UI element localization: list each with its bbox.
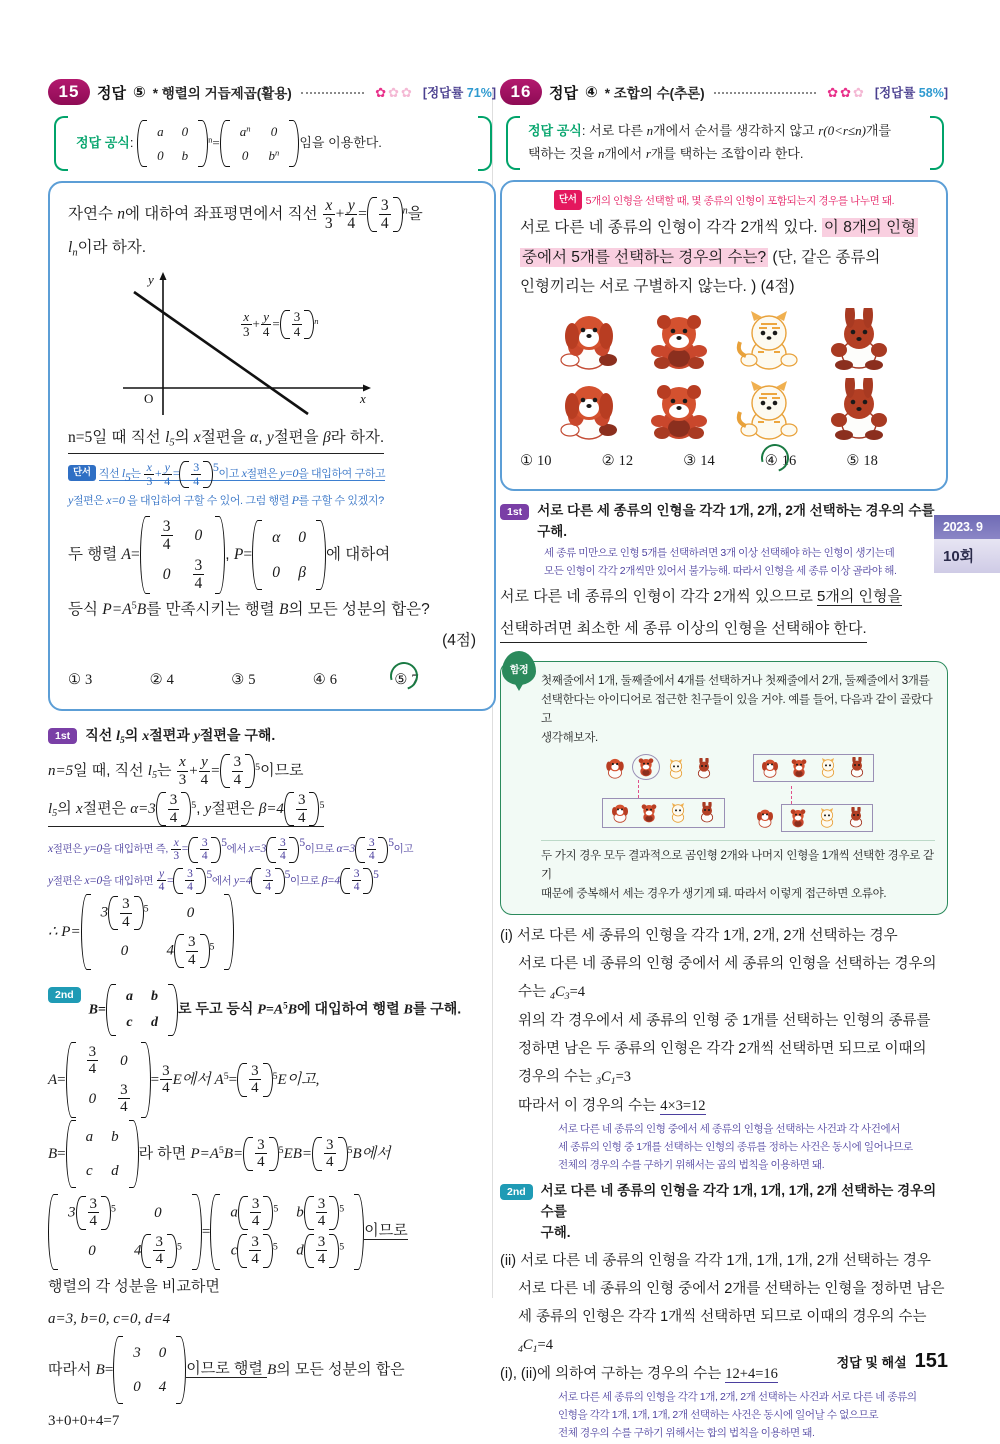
svg-text:x: x <box>360 390 366 406</box>
hint-line-1: 직선 l5는 $\frac{x}{3}$ + $\frac{y}{4}$ = $\frac{3}{4}$ 5이고 x절편은 y=0을 대입하여 구하고 <box>98 459 386 488</box>
flower-icon-empty: ✿ <box>853 84 864 100</box>
page-number: 151 <box>914 1350 948 1372</box>
trap-line-3: 생각해보자. <box>541 732 598 745</box>
trap-line-2: 선택한다는 아이디어로 접근한 친구들이 있을 거야. 예를 들어, 다음과 같이 골랐다고 <box>541 694 933 726</box>
solution-16-case1 <box>500 923 948 1119</box>
solution-15-part2 <box>48 1042 496 1436</box>
step-1-row-15 <box>48 725 496 749</box>
correct-rate: [정답률 58%] <box>874 86 948 100</box>
step-2-text: B= a b c d 로 두고 등식 $P=A^5B$에 대입하여 행렬 B를 구해. <box>89 984 462 1035</box>
sol2-line-4: 행렬의 각 성분을 비교하면 <box>48 1277 220 1295</box>
formula-key-label: 정답 공식 <box>76 134 130 150</box>
solution-16-part1 <box>500 583 948 646</box>
dog-toy-icon <box>602 756 628 780</box>
sol2-line-7: 3+0+0+4=7 <box>48 1412 120 1429</box>
cat-toy-icon <box>734 308 804 374</box>
option-1[interactable]: ① 3 <box>68 671 93 688</box>
note-line-2: y절편은 x=0을 대입하면 $\frac{y}{4}$ = $\frac{3}{4}$ 5에서 y=4 $\frac{3}{4}$ 5이므로 β=4 $\frac{3}{4}$ 5 <box>48 867 379 894</box>
toy-illustration <box>520 308 928 444</box>
note-line-1: 서로 다른 네 종류의 인형 중에서 세 종류의 인형을 선택하는 사건과 각 사건에서 <box>558 1123 900 1136</box>
highlight-1: 이 8개의 인형 <box>823 219 917 237</box>
bear-toy-icon <box>644 378 714 444</box>
option-3[interactable]: ③ 5 <box>231 671 256 688</box>
formula-matrix-left: a 0 0 b <box>137 120 208 167</box>
rabbit-toy-icon <box>695 802 719 824</box>
option-5[interactable]: ⑤ 7 <box>394 666 476 695</box>
problem-number-badge: 16 <box>500 79 542 105</box>
problem-number-badge: 15 <box>48 79 90 105</box>
sol2-line-2: B= a b c d 라 하면 $P=A^5B=$ $\frac{3}{4}$ $^5$EB= $\frac{3}{4}$ $^5$B에서 <box>48 1120 496 1188</box>
case2-head: (ii) 서로 다른 네 종류의 인형을 각각 1개, 1개, 1개, 2개 선택하는 경우 <box>500 1252 931 1269</box>
flower-icon-filled: ✿ <box>840 84 852 100</box>
answer-label: 정답 <box>549 84 578 102</box>
formula-tail: 임을 이용한다. <box>299 134 382 150</box>
bear-toy-icon <box>637 802 661 824</box>
selection-box <box>602 798 725 828</box>
note-line-2: 세 종류의 인형 중 1개를 선택하는 인형의 종류를 정하는 사건은 동시에 일어나므로 <box>558 1141 913 1154</box>
cat-toy-icon <box>816 757 840 779</box>
cat-toy-icon <box>815 807 839 829</box>
sol2-line-5: a=3, b=0, c=0, d=4 <box>48 1310 171 1327</box>
dog-toy-icon <box>753 807 777 829</box>
case1-line-6: 경우의 수는 $_3C_1=3$ <box>518 1069 632 1088</box>
note-line-3: 전체의 경우의 수를 구하기 위해서는 곱의 법칙을 이용하면 돼. <box>558 1158 825 1171</box>
case2-line-4: $_4C_1=4$ <box>518 1336 553 1356</box>
trap-line-1: 첫째줄에서 1개, 둘째줄에서 4개를 선택하거나 첫째줄에서 2개, 둘째줄에서 3개를 <box>541 675 930 688</box>
toy-row-1 <box>520 308 928 374</box>
option-5[interactable]: ⑤ 18 <box>846 452 878 469</box>
sol2-line-1: A= $\frac{3}{4}$ 0 0 $\frac{3}{4}$ = $\frac{3}{4}$ E에서 $A^5=$ $\frac{3}{4}$ $^5$E이고, <box>48 1042 496 1118</box>
sol16-line-2: 선택하려면 최소한 세 종류 이상의 인형을 선택해야 한다. <box>500 615 867 644</box>
formula-key-label: 정답 공식 <box>528 123 582 138</box>
answer-label: 정답 <box>97 84 126 102</box>
bear-toy-icon <box>634 756 658 778</box>
cat-toy-icon <box>734 378 804 444</box>
formula-box-16: 정답 공식: 서로 다른 n개에서 순서를 생각하지 않고 r(0<r≤n)개를 택하는 것을 n개에서 r개를 택하는 조합이라 한다. <box>502 114 948 172</box>
statement-line-4: 두 행렬 A= $\frac{3}{4}$ 0 0 $\frac{3}{4}$ , P= α 0 0 β 에 대하여 <box>68 516 476 594</box>
note-16-2 <box>558 1121 948 1175</box>
toy-row-2 <box>520 378 928 444</box>
svg-text:O: O <box>144 390 154 406</box>
trap-bottom-line-2: 때문에 중복해서 세는 경우가 생기게 돼. 따라서 이렇게 접근하면 오류야. <box>541 888 887 901</box>
selection-box <box>753 754 874 782</box>
difficulty-flowers <box>827 86 864 99</box>
note-line-1: 세 종류 미만으로 인형 5개를 선택하려면 3개 이상 선택해야 하는 인형이 생기는데 <box>544 547 895 560</box>
rabbit-toy-icon <box>844 807 868 829</box>
case1-line-4: 위의 각 경우에서 세 종류의 인형 중 1개를 선택하는 인형의 종류를 <box>518 1013 931 1030</box>
leader-dots <box>714 86 817 94</box>
flower-icon-filled: ✿ <box>375 84 387 100</box>
side-tab-date: 2023. 9 <box>934 515 1000 539</box>
step-1-row-16 <box>500 501 948 543</box>
formula-matrix-right: $a^n$ 0 0 $b^n$ <box>220 120 300 167</box>
case2-line-3: 세 종류의 인형은 각각 1개씩 선택하면 되므로 이때의 경우의 수는 <box>518 1308 927 1325</box>
answer-value: ④ <box>584 84 598 101</box>
hint-text: 5개의 인형을 선택할 때, 몇 종류의 인형이 포함되는지 경우를 나누면 돼. <box>585 194 895 207</box>
hint-block-16 <box>520 190 928 212</box>
option-4[interactable]: ④ 16 <box>765 448 847 476</box>
answer-options-15 <box>68 666 476 695</box>
correct-rate: [정답률 71%] <box>422 86 496 100</box>
sol2-line-6: 따라서 B= 3 0 0 4 이므로 행렬 B의 모든 성분의 합은 <box>48 1336 496 1404</box>
side-tab <box>934 515 1000 573</box>
sol-line-P: ∴ P= 3 $\frac{3}{4}$ $^5$ 0 0 4 $\frac{3}{4}$ $^5$ <box>48 894 496 970</box>
footer-label: 정답 및 해설 <box>836 1355 907 1370</box>
cat-toy-icon <box>666 802 690 824</box>
option-1[interactable]: ① 10 <box>520 452 552 469</box>
trap-badge: 함정 <box>502 651 536 685</box>
solution-15-part1 <box>48 754 496 970</box>
case1-line-3: 수는 $_4C_3=4$ <box>518 984 585 1003</box>
step-2-tag: 2nd <box>48 987 81 1003</box>
dog-toy-icon <box>554 378 624 444</box>
formula-box-15: 정답 공식: a 0 0 b $^n$= $a^n$ 0 0 $b^n$ 임을 이용한다. <box>50 114 496 173</box>
column-left <box>48 78 496 1438</box>
statement-line-5: 등식 $P=A^5B$를 만족시키는 행렬 B의 모든 성분의 합은? <box>68 600 430 618</box>
note-15-1 <box>48 831 496 894</box>
step-2-row-16 <box>500 1181 948 1244</box>
hint-line-2: y절편은 x=0 을 대입하여 구할 수 있어. 그럼 행렬 P를 구할 수 있겠지? <box>68 493 384 508</box>
bear-toy-icon <box>787 757 811 779</box>
statement-16-line-1: 서로 다른 네 종류의 인형이 각각 2개씩 있다. 이 8개의 인형 <box>520 219 917 237</box>
option-2[interactable]: ② 12 <box>601 452 634 469</box>
page-footer <box>837 1350 948 1373</box>
rabbit-toy-icon <box>845 757 869 779</box>
rabbit-toy-icon <box>824 308 894 374</box>
column-right <box>500 78 948 1444</box>
case1-line-7: 따라서 이 경우의 수는 4×3=12 <box>518 1098 706 1115</box>
selected-option-marker: ⑤ <box>394 666 407 695</box>
problem-15-statement-box <box>48 181 496 711</box>
highlight-2: 중에서 5개를 선택하는 경우의 수는? <box>522 248 767 266</box>
cat-toy-icon <box>664 758 688 780</box>
bear-toy-icon <box>786 807 810 829</box>
formula-exponent-left: n <box>208 134 213 145</box>
formula-line-2: 택하는 것을 n개에서 r개를 택하는 조합이라 한다. <box>528 145 804 161</box>
case1-head: (i) 서로 다른 세 종류의 인형을 각각 1개, 2개, 2개 선택하는 경우 <box>500 928 898 945</box>
formula-line-1: 서로 다른 n개에서 순서를 생각하지 않고 r(0<r≤n)개를 <box>589 123 892 138</box>
answer-options-16 <box>520 448 928 476</box>
trap-bottom-text <box>541 840 935 904</box>
rabbit-toy-icon <box>824 378 894 444</box>
selected-option-marker: ④ <box>765 448 778 476</box>
dog-toy-icon <box>608 802 632 824</box>
step-1-tag: 1st <box>500 504 529 520</box>
statement-line-3: n=5일 때 직선 $l_5$의 x절편을 α, y절편을 β라 하자. <box>68 422 384 454</box>
selection-box <box>781 804 873 832</box>
hint-block-15 <box>68 458 476 510</box>
step-1-tag: 1st <box>48 728 77 744</box>
note-line-3: 전체 경우의 수를 구하기 위해서는 합의 법칙을 이용하면 돼. <box>558 1426 815 1439</box>
hint-tag: 단서 <box>554 190 582 210</box>
case2-line-2: 서로 다른 네 종류의 인형 중에서 2개를 선택하는 인형을 정하면 남은 <box>518 1280 945 1297</box>
option-2[interactable]: ② 4 <box>149 671 174 688</box>
answer-value: ⑤ <box>132 84 146 101</box>
note-line-1: x절편은 y=0을 대입하면 즉, $\frac{x}{3}$ = $\frac{3}{4}$ 5에서 x=3 $\frac{3}{4}$ 5이므로 α=3 $\frac{3}{4}$ 5이고 <box>48 836 414 863</box>
sol2-line-3: 3 $\frac{3}{4}$ $^5$ 0 0 4 $\frac{3}{4}$ $^5$ = a $\frac{3}{4}$ $^5$ b $\frac{3}{4}$ $^5$ c $\frac{3}{4}$ $^5$ d $\frac{3}{4}$ $^5$ 이므로 <box>48 1194 496 1270</box>
topic-label: * 행렬의 거듭제곱(활용) <box>152 86 292 101</box>
trap-case-a <box>602 754 725 832</box>
problem-15-header <box>48 78 496 106</box>
step-1-text: 서로 다른 세 종류의 인형을 각각 1개, 2개, 2개 선택하는 경우의 수를 구해. <box>537 503 935 540</box>
conclusion-line: (i), (ii)에 의하여 구하는 경우의 수는 12+4=16 <box>500 1365 778 1382</box>
statement-line-1: 자연수 n에 대하여 좌표평면에서 직선 $\frac{x}{3}$ + $\frac{y}{4}$ = $\frac{3}{4}$ $^n$을 <box>68 197 423 233</box>
side-tab-round: 10회 <box>934 539 1000 573</box>
selection-circle <box>632 754 660 780</box>
statement-line-2: $l_n$이라 하자. <box>68 239 147 259</box>
flower-icon-empty: ✿ <box>388 84 400 100</box>
note-line-2: 인형을 각각 1개, 1개, 1개, 2개 선택하는 사건은 동시에 일어날 수 없으므로 <box>558 1408 879 1421</box>
difficulty-flowers <box>375 86 412 99</box>
note-line-2: 모든 인형이 각각 2개씩만 있어서 불가능해. 따라서 인형을 세 종류 이상 골라야 해. <box>544 564 897 577</box>
leader-dots <box>301 86 364 94</box>
problem-16-statement-box <box>500 180 948 492</box>
statement-16-line-2: 중에서 5개를 선택하는 경우의 수는? (단, 같은 종류의 <box>522 248 881 266</box>
option-3[interactable]: ③ 14 <box>683 452 715 469</box>
step-1-text: 직선 $l_5$의 x절편과 y절편을 구해. <box>85 726 276 746</box>
step-2-text: 서로 다른 네 종류의 인형을 각각 1개, 1개, 1개, 2개 선택하는 경우의 수를 구해. <box>540 1182 937 1240</box>
step-2-row-15 <box>48 984 496 1035</box>
case1-line-2: 서로 다른 네 종류의 인형 중에서 세 종류의 인형을 선택하는 경우의 <box>518 956 937 973</box>
rabbit-toy-icon <box>692 758 716 780</box>
formula-equals: = <box>212 134 220 150</box>
step-2-tag: 2nd <box>500 1184 533 1200</box>
trap-diagram <box>541 754 935 832</box>
statement-16-line-3: 인형끼리는 서로 구별하지 않는다. ) (4점) <box>520 278 795 296</box>
sol-line-1: n=5일 때, 직선 $l_5$는 $\frac{x}{3}$ + $\frac{y}{4}$ = $\frac{3}{4}$ $^5$이므로 <box>48 754 304 788</box>
flower-icon-empty: ✿ <box>401 84 412 100</box>
hint-tag: 단서 <box>68 465 96 481</box>
trap-box-wrapper <box>500 661 948 915</box>
line-graph: y x O $\frac{x}{3}$ + $\frac{y}{4}$ = $\frac{3}{4}$ $^n$ <box>68 270 476 420</box>
case1-line-5: 정하면 남은 두 종류의 인형은 각각 2개씩 선택하면 되므로 이때의 <box>518 1041 927 1058</box>
option-4[interactable]: ④ 6 <box>312 671 338 688</box>
trap-case-b <box>753 754 874 832</box>
note-16-1 <box>544 545 948 581</box>
trap-box <box>500 661 948 915</box>
dog-toy-icon <box>554 308 624 374</box>
sol-line-2: $l_5$의 x절편은 α=3 $\frac{3}{4}$ $^5$, y절편은 β=4 $\frac{3}{4}$ $^5$ <box>48 792 325 826</box>
bear-toy-icon <box>644 308 714 374</box>
svg-text:y: y <box>148 271 154 287</box>
problem-16-header <box>500 78 948 106</box>
dog-toy-icon <box>758 757 782 779</box>
note-16-3 <box>558 1389 948 1443</box>
points-15: (4점) <box>442 631 476 649</box>
flower-icon-filled: ✿ <box>827 84 839 100</box>
topic-label: * 조합의 수(추론) <box>604 86 705 101</box>
sol16-line-1: 서로 다른 네 종류의 인형이 각각 2개씩 있으므로 5개의 인형을 <box>500 587 902 605</box>
note-line-1: 서로 다른 세 종류의 인형을 각각 1개, 2개, 2개 선택하는 사건과 서로 다른 네 종류의 <box>558 1390 917 1403</box>
trap-bottom-line-1: 두 가지 경우 모두 결과적으로 곰인형 2개와 나머지 인형을 1개씩 선택한 경우로 같기 <box>541 850 934 882</box>
